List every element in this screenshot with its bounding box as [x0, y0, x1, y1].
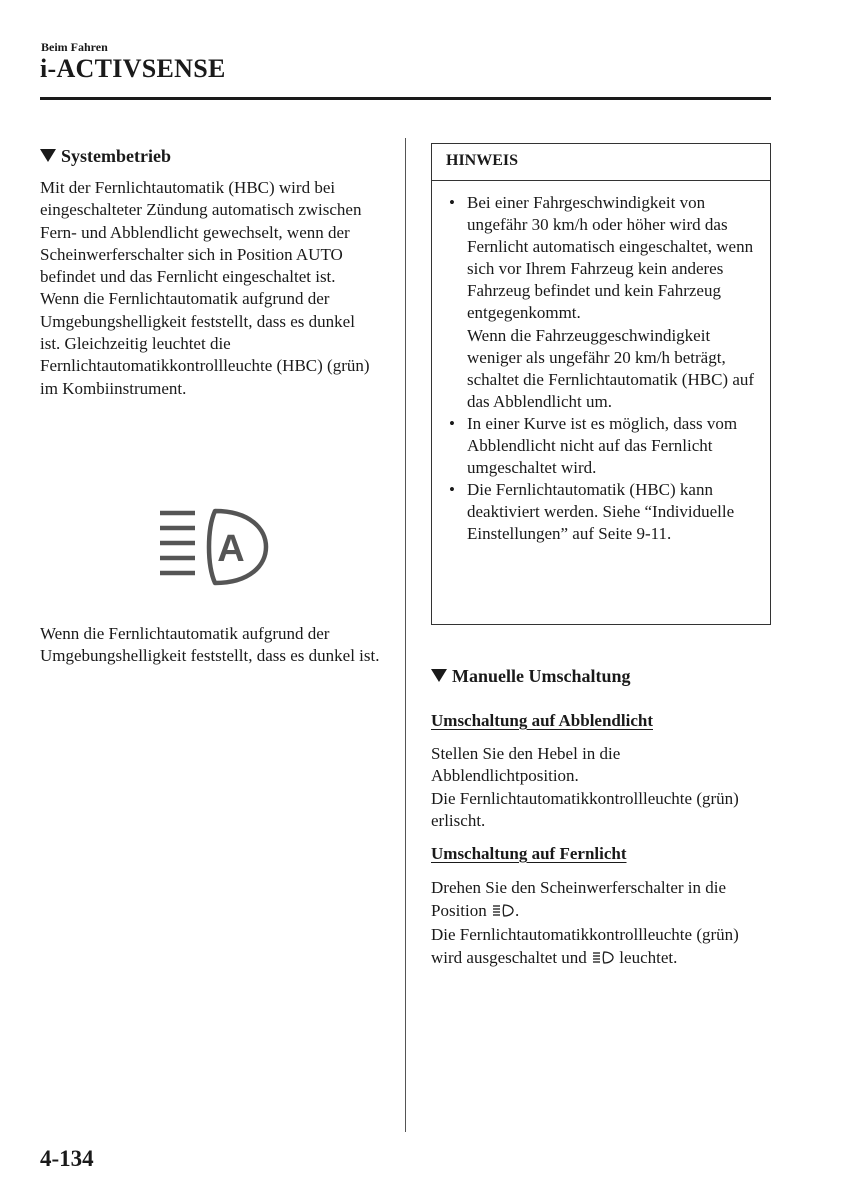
note-text: In einer Kurve ist es möglich, dass vom Abblendlicht nicht auf das Fernlicht umgeschaltet wird. [467, 413, 738, 478]
note-title: HINWEIS [446, 152, 519, 169]
bullet: • [449, 480, 455, 500]
triangle-down-icon [40, 149, 56, 162]
paragraph: Wenn die Fernlichtautomatik aufgrund der Umgebungshelligkeit feststellt, dass es dunkel ist. Gleichzeitig leuchtet die Fernlichtautomatikkontrollleuchte (HBC) (grün) im Kombiinstrument. [40, 289, 370, 398]
paragraph: Mit der Fernlichtautomatik (HBC) wird bei eingeschalteter Zündung automatisch zwischen Fern- und Abblendlicht gewechselt, wenn der Scheinwerferschalter sich in Position AUTO befindet und das Fernlicht eingeschaltet ist. [40, 178, 362, 287]
subheading-fernlicht: Umschaltung auf Fernlicht [431, 844, 627, 863]
heading-systembetrieb [40, 145, 171, 167]
paragraph: Stellen Sie den Hebel in die Abblendlichtposition. [431, 744, 621, 786]
note-item [447, 479, 765, 545]
bullet: • [449, 413, 455, 433]
chapter-title: i-ACTIVSENSE [40, 54, 226, 83]
note-list [447, 192, 765, 546]
abblendlicht-body [431, 743, 766, 832]
page-number: 4-134 [40, 1146, 94, 1171]
note-text: Bei einer Fahrgeschwindigkeit von ungefähr 30 km/h oder höher wird das Fernlicht automatisch eingeschaltet, wenn sich vor Ihrem Fahrzeug kein anderes Fahrzeug befindet und kein Fahrzeug entgegenkommt. [467, 193, 754, 323]
paragraph [431, 876, 766, 923]
note-box [431, 143, 771, 625]
note-item [447, 413, 765, 479]
triangle-down-icon [431, 669, 447, 682]
heading-manuelle-umschaltung [431, 665, 631, 687]
header-rule [40, 97, 771, 100]
text-part: . [515, 901, 520, 921]
left-body [40, 177, 375, 400]
paragraph: Wenn die Fernlichtautomatik aufgrund der Umgebungshelligkeit feststellt, dass es dunkel ist. [40, 624, 380, 666]
heading-text: Systembetrieb [61, 146, 171, 166]
note-text: Wenn die Fahrzeuggeschwindigkeit weniger als ungefähr 20 km/h beträgt, schaltet die Fernlichtautomatik (HBC) auf das Abblendlicht um. [467, 325, 755, 411]
note-text: Die Fernlichtautomatik (HBC) kann deaktiviert werden. Siehe “Individuelle Einstellungen” auf Seite 9-11. [467, 480, 735, 544]
high-beam-icon [492, 904, 514, 917]
text-part: Drehen Sie den Scheinwerferschalter in die Position [431, 878, 727, 921]
hbc-auto-high-beam-icon [155, 505, 270, 589]
note-item [447, 192, 765, 413]
icon-caption [40, 623, 385, 668]
column-divider [405, 138, 406, 1132]
paragraph: Die Fernlichtautomatikkontrollleuchte (grün) erlischt. [431, 788, 739, 830]
icon-letter: A [217, 528, 245, 570]
text-part: leuchtet. [619, 947, 678, 967]
heading-text: Manuelle Umschaltung [452, 666, 631, 686]
section-label: Beim Fahren [41, 40, 108, 54]
high-beam-icon [592, 951, 614, 964]
note-rule [432, 180, 770, 181]
bullet: • [449, 193, 455, 212]
text-part: Die Fernlichtautomatikkontrollleuchte (grün) wird ausgeschaltet und [431, 924, 739, 967]
paragraph [431, 923, 766, 970]
subheading-abblendlicht: Umschaltung auf Abblendlicht [431, 711, 653, 730]
fernlicht-body [431, 876, 766, 969]
